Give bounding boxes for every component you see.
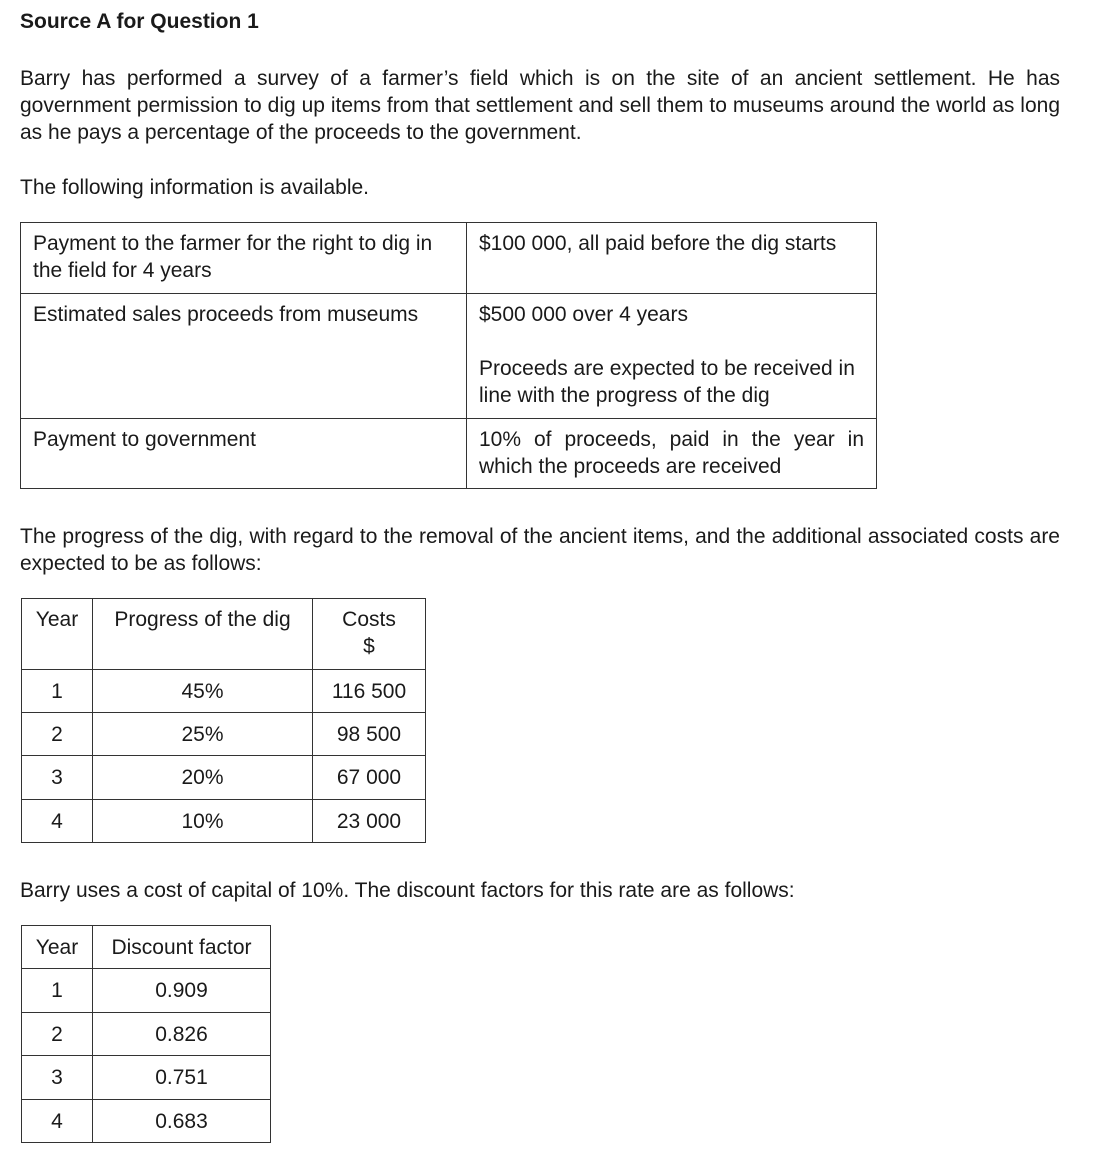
info-label: Estimated sales proceeds from museums: [21, 294, 467, 419]
year-cell: 1: [22, 670, 93, 713]
info-label: Payment to the farmer for the right to dig in the field for 4 years: [21, 223, 467, 294]
cost-cell: 98 500: [313, 713, 426, 756]
table-row: [21, 294, 877, 419]
table-row: [22, 1013, 271, 1056]
year-cell: 3: [22, 756, 93, 800]
header-year: Year: [22, 599, 93, 670]
table-row: [22, 1100, 271, 1143]
discount-lead: Barry uses a cost of capital of 10%. The discount factors for this rate are as follows:: [20, 879, 795, 902]
table-header-row: [22, 599, 426, 670]
info-value: 10% of proceeds, paid in the year in which the proceeds are received: [467, 419, 877, 489]
cost-cell: 67 000: [313, 756, 426, 800]
table-row: [22, 756, 426, 800]
info-table: [20, 222, 877, 489]
year-cell: 1: [22, 969, 93, 1013]
table-row: [22, 713, 426, 756]
source-title: Source A for Question 1: [20, 10, 259, 33]
costs-unit: $: [363, 635, 375, 658]
year-cell: 4: [22, 800, 93, 843]
year-cell: 2: [22, 713, 93, 756]
factor-cell: 0.909: [93, 969, 271, 1013]
table-row: [21, 419, 877, 489]
info-note: Proceeds are expected to be received in line with the progress of the dig: [479, 357, 855, 407]
cost-cell: 116 500: [313, 670, 426, 713]
intro-paragraph: Barry has performed a survey of a farmer’s field which is on the site of an ancient settlement. He has government permission to dig up items from that settlement and sell them to museums around the world as long as he pays a percentage of the proceeds to the government.: [20, 67, 1060, 144]
factor-cell: 0.683: [93, 1100, 271, 1143]
progress-cell: 20%: [93, 756, 313, 800]
cost-cell: 23 000: [313, 800, 426, 843]
year-cell: 2: [22, 1013, 93, 1056]
progress-cell: 45%: [93, 670, 313, 713]
table-header-row: [22, 926, 271, 969]
progress-lead: The progress of the dig, with regard to the removal of the ancient items, and the additional associated costs are expected to be as follows:: [20, 525, 1060, 575]
year-cell: 3: [22, 1056, 93, 1100]
progress-cell: 10%: [93, 800, 313, 843]
table-row: [22, 1056, 271, 1100]
table-row: [21, 223, 877, 294]
header-discount-factor: Discount factor: [93, 926, 271, 969]
info-label: Payment to government: [21, 419, 467, 489]
header-progress: Progress of the dig: [93, 599, 313, 670]
info-lead: The following information is available.: [20, 176, 370, 199]
year-cell: 4: [22, 1100, 93, 1143]
table-row: [22, 670, 426, 713]
header-costs: [313, 599, 426, 670]
table-row: [22, 800, 426, 843]
info-value: $500 000 over 4 years: [479, 303, 688, 326]
info-value: $100 000, all paid before the dig starts: [467, 223, 877, 294]
info-value-cell: [467, 294, 877, 419]
factor-cell: 0.751: [93, 1056, 271, 1100]
table-row: [22, 969, 271, 1013]
factor-cell: 0.826: [93, 1013, 271, 1056]
progress-cell: 25%: [93, 713, 313, 756]
discount-table: [21, 925, 271, 1143]
header-year: Year: [22, 926, 93, 969]
costs-label: Costs: [342, 608, 396, 631]
progress-table: [21, 598, 426, 843]
